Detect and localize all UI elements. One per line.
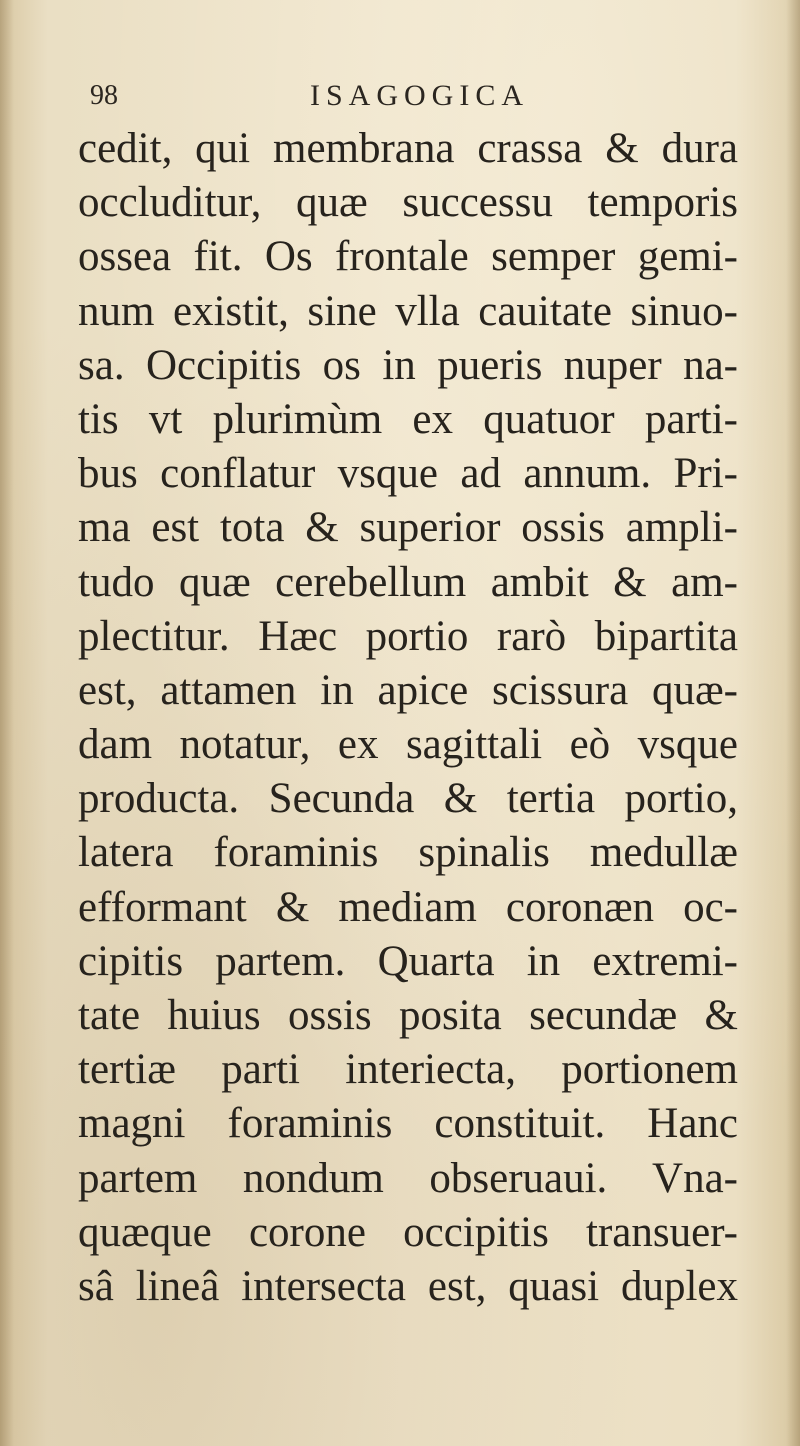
- text-line: magni foraminis constituit. Hanc: [78, 1100, 738, 1148]
- text-line: est, attamen in apice scissura quæ-: [78, 666, 738, 714]
- text-line: cipitis partem. Quarta in extremi-: [78, 937, 738, 985]
- text-line: ma est tota & superior ossis ampli-: [78, 504, 738, 552]
- text-line: partem nondum obseruaui. Vna-: [78, 1154, 738, 1202]
- text-line: tate huius ossis posita secundæ &: [78, 992, 738, 1039]
- text-line: producta. Secunda & tertia portio,: [78, 775, 738, 823]
- text-line: dam notatur, ex sagittali eò vsque: [78, 721, 738, 769]
- text-line: latera foraminis spinalis medullæ: [78, 829, 738, 877]
- page-left-edge-shadow: [0, 0, 14, 1446]
- page-header: [90, 76, 690, 116]
- text-line: tertiæ parti interiecta, portionem: [78, 1046, 738, 1094]
- text-line: tudo quæ cerebellum ambit & am-: [78, 558, 738, 606]
- text-line: efformant & mediam coronæn oc-: [78, 883, 738, 931]
- text-line: occluditur, quæ successu temporis: [78, 179, 738, 227]
- page-number: 98: [90, 80, 118, 111]
- body-text: [78, 122, 738, 1314]
- text-line: sâ lineâ intersecta est, quasi duplex: [78, 1262, 738, 1310]
- text-line: cedit, qui membrana crassa & dura: [78, 125, 738, 172]
- text-line: tis vt plurimùm ex quatuor parti-: [78, 395, 738, 443]
- text-line: sa. Occipitis os in pueris nuper na-: [78, 341, 738, 389]
- text-line: quæque corone occipitis transuer-: [78, 1208, 738, 1256]
- text-line: num existit, sine vlla cauitate sinuo-: [78, 287, 738, 335]
- text-line: ossea fit. Os frontale semper gemi-: [78, 233, 738, 281]
- page-right-edge-shadow: [786, 0, 800, 1446]
- text-line: plectitur. Hæc portio rarò bipartita: [78, 612, 738, 660]
- text-line: bus conflatur vsque ad annum. Pri-: [78, 450, 738, 498]
- running-head: ISAGOGICA: [310, 79, 529, 112]
